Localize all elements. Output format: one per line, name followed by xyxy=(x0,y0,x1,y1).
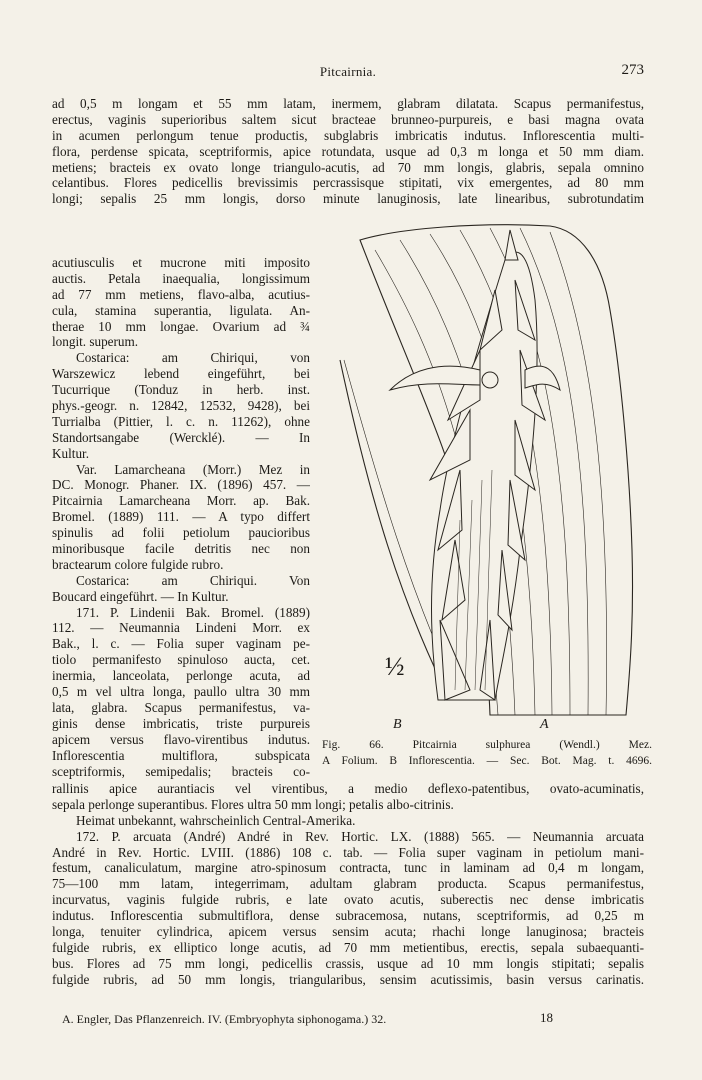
text-line: 172. P. arcuata (André) André in Rev. Hortic. LX. (1888) 565. — Neumannia arcuata xyxy=(76,828,644,844)
inflorescence-apex xyxy=(505,230,518,260)
text-line: therae 10 mm longae. Ovarium ad ¾ xyxy=(52,318,310,334)
text-line: DC. Monogr. Phaner. IX. (1896) 457. — xyxy=(52,477,310,493)
text-line: Warszewicz lebend eingeführt, bei xyxy=(52,366,310,382)
text-line: André in Rev. Hortic. LVIII. (1886) 108 c. tab. — Folia super vaginam in petiolum mani- xyxy=(52,844,644,860)
text-line: 75—100 mm latam, integerrimam, adultam glabram producta. Scapus permanifestus, xyxy=(52,876,644,892)
page-header xyxy=(52,64,644,84)
text-line: celantibus. Flores pedicellis brevissimis percrassisque stipitati, vix emergentes, ad 80 mm xyxy=(52,175,644,191)
text-line: flora, perdense spicata, sceptriformis, apice rotundata, usque ad 0,3 m longa et 50 mm diam. xyxy=(52,143,644,159)
text-line: incurvatus, vaginis fulgide rubris, e late ovato acutis, suberectis nec dense imbricatis xyxy=(52,892,644,908)
figure-label-a: A xyxy=(540,717,549,730)
caption-line: Fig. 66. Pitcairnia sulphurea (Wendl.) Mez. xyxy=(322,739,652,751)
text-line: Kultur. xyxy=(52,445,89,461)
text-line: auctis. Petala inaequalia, longissimum xyxy=(52,270,310,286)
text-line: sepala perlonge superantibus. Flores ultra 50 mm longi; petalis albo-citrinis. xyxy=(52,796,454,812)
publication-line: A. Engler, Das Pflanzenreich. IV. (Embryophyta siphonogama.) 32. xyxy=(62,1012,387,1026)
text-line: Boucard eingeführt. — In Kultur. xyxy=(52,588,229,604)
text-line: phys.-geogr. n. 12842, 12532, 9428), bei xyxy=(52,398,310,414)
text-line: ad 0,5 m longam et 55 mm latam, inermem, glabram dilatata. Scapus permanifestus, xyxy=(52,96,644,111)
text-line: festum, canaliculatum, margine atro-spinosum contracta, tunc in laminam ad 0,4 m longam, xyxy=(52,860,644,876)
text-line: bus. Flores ad 75 mm longi, pedicellis crassis, usque ad 10 mm longis stipitati; sepalis xyxy=(52,955,644,971)
text-line: Var. Lamarcheana (Morr.) Mez in xyxy=(76,461,310,477)
scale-label: ½ xyxy=(385,652,405,681)
figure-label-b: B xyxy=(393,717,402,730)
text-line: Pitcairnia Lamarcheana Morr. ap. Bak. xyxy=(52,493,310,509)
sheet-number: 18 xyxy=(540,1010,553,1025)
text-line: lata, glabra. Scapus permanifestus, va- xyxy=(52,699,310,715)
plant-drawing xyxy=(330,220,650,730)
text-line: Bak., l. c. — Folia super vaginam pe- xyxy=(52,636,310,652)
text-line: Heimat unbekannt, wahrscheinlich Central-Amerika. xyxy=(76,812,356,828)
text-line: indutus. Inflorescentia submultiflora, dense subracemosa, nutans, sceptriformis, ad 0,25 m xyxy=(52,908,644,924)
left-text-column xyxy=(52,255,310,779)
text-line: acutiusculis et mucrone miti imposito xyxy=(52,255,310,270)
lower-text xyxy=(52,781,644,988)
text-line: longi; sepalis 25 mm longis, dorso minute lanuginosis, late linearibus, subrotundatim xyxy=(52,191,644,207)
flower-petal xyxy=(525,366,560,390)
text-line: erectus, vaginis superioribus saltem sicut bracteae brunneo-purpureis, e basi magna ovata xyxy=(52,111,644,127)
text-line: Costarica: am Chiriqui, von xyxy=(76,350,310,366)
text-line: ginis dense imbricatis, triste purpureis xyxy=(52,715,310,731)
text-line: Costarica: am Chiriqui. Von xyxy=(76,572,310,588)
text-line: rallinis apice aurantiacis vel virentibus, a medio deflexo-patentibus, ovato-acuminatis, xyxy=(52,781,644,796)
text-line: fulgide rubris, ad 50 mm longis, triangularibus, sensim acutissimis, basin versus carinatis. xyxy=(52,971,644,987)
text-line: longit. superum. xyxy=(52,334,139,350)
text-line: inermia, lanceolata, perlonge acuta, ad xyxy=(52,668,310,684)
botanical-illustration xyxy=(330,220,650,730)
text-line: spinulis ad folii petiolum paucioribus xyxy=(52,525,310,541)
text-line: apicem versus flavo-virentibus indutus. xyxy=(52,731,310,747)
text-line: Bromel. (1889) 111. — A typo differt xyxy=(52,509,310,525)
text-line: ad 77 mm metiens, flavo-alba, acutius- xyxy=(52,286,310,302)
flower-center xyxy=(482,372,498,388)
top-paragraph xyxy=(52,96,644,207)
text-line: in acumen perlongum tenue productis, subglabris imbricatis indutus. Inflorescentia multi- xyxy=(52,127,644,143)
text-line: fulgide rubris, ex elliptico longe acutis, ad 70 mm metientibus, erectis, sepala subaequanti- xyxy=(52,939,644,955)
text-line: Tucurrique (Tonduz in herb. inst. xyxy=(52,382,310,398)
text-line: 112. — Neumannia Lindeni Morr. ex xyxy=(52,620,310,636)
text-line: 171. P. Lindenii Bak. Bromel. (1889) xyxy=(76,604,310,620)
text-line: tiolo permanifesto spinuloso aucta, cet. xyxy=(52,652,310,668)
text-line: longa, tenuiter cylindrica, apicem versus sensim acuta; rhachi longe lanuginosa; bracteis xyxy=(52,924,644,940)
text-line: Inflorescentia multiflora, subspicata xyxy=(52,747,310,763)
caption-line: A Folium. B Inflorescentia. — Sec. Bot. Mag. t. 4696. xyxy=(322,754,652,767)
page-number: 273 xyxy=(621,62,644,78)
text-line: metiens; bracteis ex ovato longe triangulo-acutis, ad 70 mm longis, glabris, sepala omnino xyxy=(52,159,644,175)
leaf-vein xyxy=(550,232,607,715)
text-line: Turrialba (Pittier, l. c. n. 11262), ohne xyxy=(52,413,310,429)
text-line: sceptriformis, semipedalis; bracteis co- xyxy=(52,763,310,779)
text-line: cula, stamina superantia, ligulata. An- xyxy=(52,302,310,318)
text-line: 0,5 m vel ultra longa, paullo ultra 30 mm xyxy=(52,684,310,700)
text-line: bractearum colore fulgide rubro. xyxy=(52,556,224,572)
running-title: Pitcairnia. xyxy=(319,64,377,79)
figure-caption xyxy=(322,738,652,770)
text-line: Standortsangabe (Wercklé). — In xyxy=(52,429,310,445)
text-line: minoribusque facile detritis nec non xyxy=(52,541,310,557)
